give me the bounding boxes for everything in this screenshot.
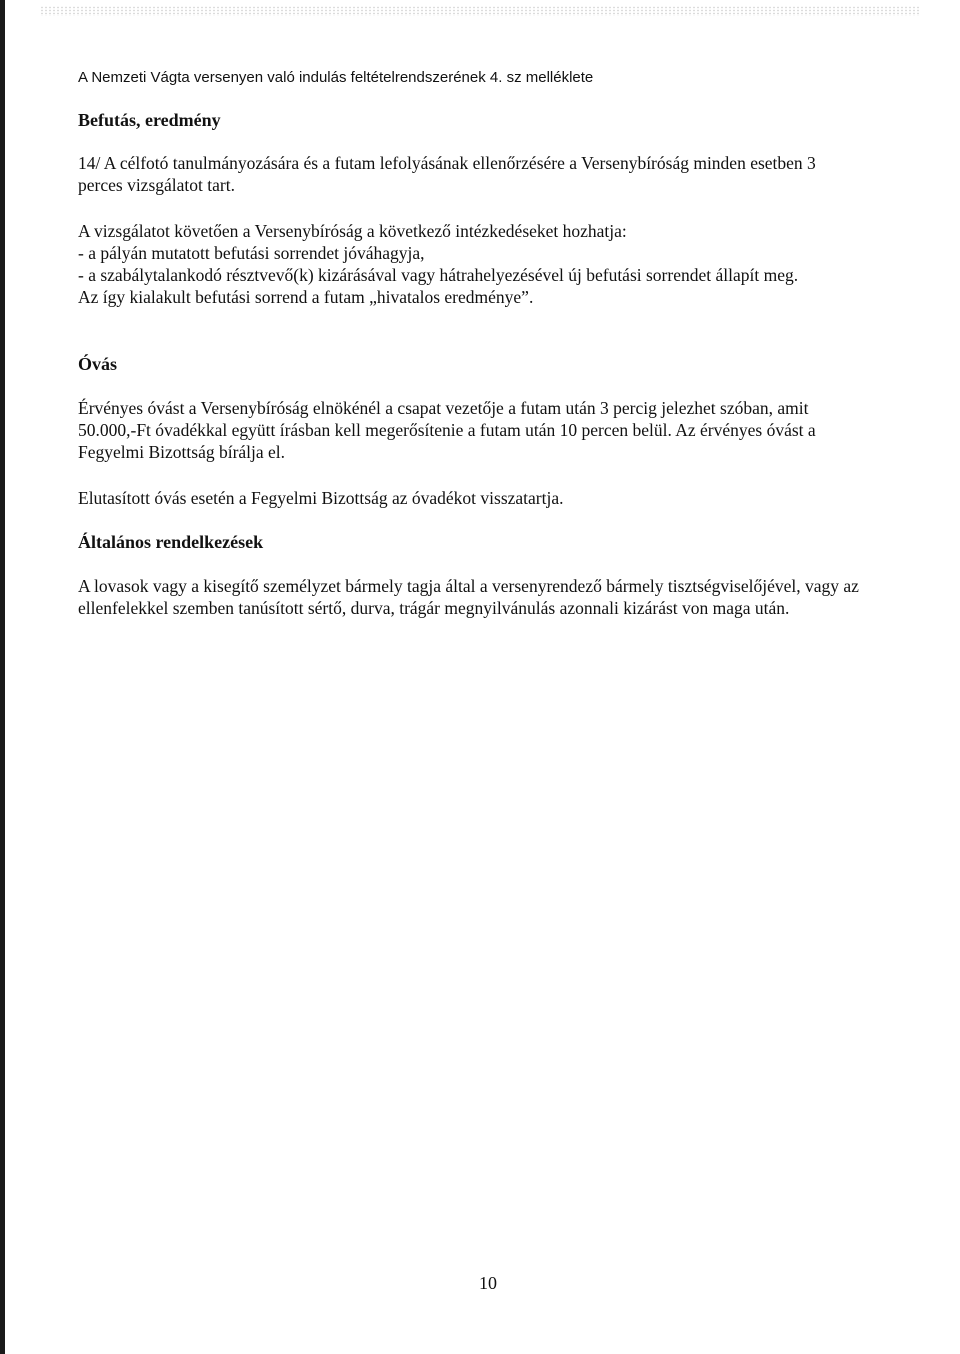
paragraph-line: 14/ A célfotó tanulmányozására és a futam lefolyásának ellenőrzésére a Versenybíróság minden esetben 3 [78,153,816,173]
paragraph-line: Az így kialakult befutási sorrend a futam „hivatalos eredménye”. [78,287,534,307]
paragraph-line: A lovasok vagy a kisegítő személyzet bármely tagja által a versenyrendező bármely tisztségviselőjével, vagy az [78,576,859,596]
paragraph-elutasitott-ovas [78,487,916,509]
paragraph-altalanos [78,575,916,619]
section-heading-befutas: Befutás, eredmény [78,110,221,130]
list-item: - a szabálytalankodó résztvevő(k) kizárásával vagy hátrahelyezésével új befutási sorrendet állapít meg. [78,265,799,285]
paragraph-line: perces vizsgálatot tart. [78,175,235,195]
paragraph-ervenyes-ovas [78,397,916,463]
scan-left-edge [0,0,5,1354]
paragraph-intezkedesek [78,220,916,308]
paragraph-line: 50.000,-Ft óvadékkal együtt írásban kell megerősítenie a futam után 10 percen belül. Az érvényes óvást a [78,420,816,440]
paragraph-line: Fegyelmi Bizottság bírálja el. [78,442,286,462]
section-heading-altalanos: Általános rendelkezések [78,532,264,552]
scan-noise-strip [40,6,920,16]
paragraph-line: Elutasított óvás esetén a Fegyelmi Bizottság az óvadékot visszatartja. [78,488,564,508]
document-header: A Nemzeti Vágta versenyen való indulás feltételrendszerének 4. sz melléklete [78,69,594,86]
paragraph-line: Érvényes óvást a Versenybíróság elnökénél a csapat vezetője a futam után 3 percig jelezhet szóban, amit [78,398,809,418]
paragraph-line: A vizsgálatot követően a Versenybíróság a következő intézkedéseket hozhatja: [78,221,627,241]
section-heading-ovas: Óvás [78,354,118,374]
paragraph-line: ellenfelekkel szemben tanúsított sértő, durva, trágár megnyilvánulás azonnali kizárást von maga után. [78,598,790,618]
paragraph-celfoto [78,152,916,196]
list-item: - a pályán mutatott befutási sorrendet jóváhagyja, [78,243,425,263]
page-number: 10 [479,1273,497,1293]
